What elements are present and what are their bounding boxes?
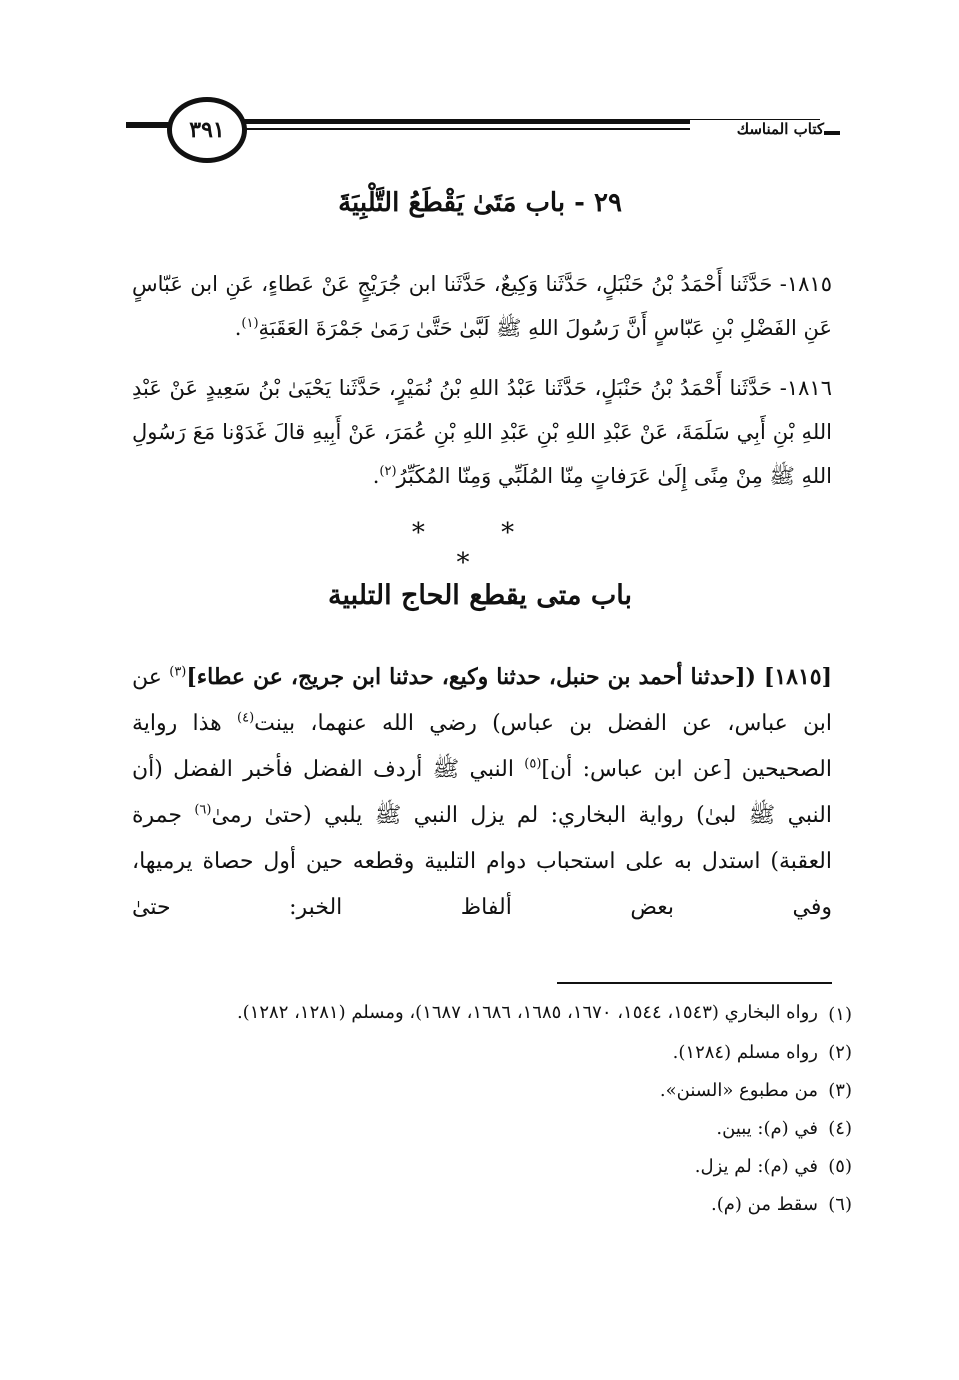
footnote-text: في (م): لم يزل. <box>694 1156 818 1177</box>
footnote-item <box>132 996 852 1034</box>
footnote-item <box>132 1186 852 1224</box>
footnote-text: رواه البخاري (١٥٤٣، ١٥٤٤، ١٦٧٠، ١٦٨٥، ١٦٨٦، ١٦٨٧)، ومسلم (١٢٨١، ١٢٨٢). <box>236 1002 818 1023</box>
footnote-number: (٦) <box>828 1194 852 1215</box>
footnote-ref: (٢) <box>379 464 397 479</box>
footnote-number: (١) <box>828 1004 852 1025</box>
footnote-item <box>132 1110 852 1148</box>
footnote-number: (٣) <box>828 1080 852 1101</box>
commentary-isnad: [١٨١٥] ([حدثنا أحمد بن حنبل، حدثنا وكيع، حدثنا ابن جريج، عن عطاء] <box>186 664 833 690</box>
footnote-item <box>132 1072 852 1110</box>
footnote-text: من مطبوع «السنن». <box>659 1080 818 1101</box>
footnote-ref: (١) <box>241 316 259 331</box>
footnote-divider <box>557 982 832 984</box>
commentary-title: باب متى يقطع الحاج التلبية <box>328 580 632 611</box>
running-head: كتاب المناسك <box>690 120 824 138</box>
footnote-text: رواه مسلم (١٢٨٤). <box>672 1042 818 1063</box>
commentary-text: هذا رواية الصحيحين [عن ابن عباس: أن] <box>132 711 832 782</box>
footnotes <box>132 996 852 1224</box>
page-number: ٣٩١ <box>167 97 247 163</box>
hadith-end: . <box>372 464 380 488</box>
footnote-ref: (٥) <box>524 756 542 772</box>
hadith-text: ١٨١٦- حَدَّثَنا أَحْمَدُ بْنُ حَنْبَلٍ، حَدَّثَنا عَبْدُ اللهِ بْنُ نُمَيْرٍ، حَدَّثَنا يَحْيَىٰ بْنُ سَعِيدٍ عَنْ عَبْدِ اللهِ بْنِ أَبِي سَلَمَةَ، عَنْ عَبْدِ اللهِ بْنِ عَبْدِ اللهِ بْنِ عُمَرَ، عَنْ أَبِيهِ قالَ غَدَوْنا مَعَ رَسُولِ اللهِ ﷺ مِنْ مِنًى إِلَىٰ عَرَفاتٍ مِنّا المُلَبِّي وَمِنّا المُكَبِّرُ <box>132 376 832 488</box>
hadith-1816 <box>132 366 832 498</box>
footnote-text: في (م): يبين. <box>716 1118 818 1139</box>
hadith-1815 <box>132 262 832 350</box>
hadith-text: ١٨١٥- حَدَّثَنا أَحْمَدُ بْنُ حَنْبَلٍ، حَدَّثَنا وَكِيعٌ، حَدَّثَنا ابن جُرَيْجٍ عَنْ عَطاءٍ، عَنِ ابن عَبّاسٍ عَنِ الفَضْلِ بْنِ عَبّاسٍ أَنَّ رَسُولَ اللهِ ﷺ لَبَّىٰ حَتَّىٰ رَمَىٰ جَمْرَةَ العَقَبَةِ <box>132 272 832 340</box>
footnote-item <box>132 1148 852 1186</box>
footnote-number: (٥) <box>828 1156 852 1177</box>
footnote-item <box>132 1034 852 1072</box>
chapter-title: ٢٩ - باب مَتَىٰ يَقْطَعُ التَّلْبِيَةَ <box>338 188 622 218</box>
commentary-body <box>132 654 832 931</box>
commentary-text: النبي ﷺ أردف الفضل فأخبر الفضل (أن النبي ﷺ لبىٰ) رواية البخاري: لم يزل النبي ﷺ يلبي (حتىٰ رمىٰ <box>132 757 833 828</box>
footnote-number: (٢) <box>828 1042 852 1063</box>
footnote-ref: (٤) <box>237 710 255 726</box>
commentary-text: جمرة العقبة) استدل به على استحباب دوام التلبية وقطعه حين أول حصاة يرميها، وفي بعض ألفاظ الخبر: حتىٰ <box>132 803 832 920</box>
footnote-text: سقط من (م). <box>711 1194 818 1215</box>
commentary-text: عن ابن عباس، عن الفضل بن عباس) رضي الله عنهما، بينت <box>132 665 832 736</box>
footnote-ref: (٣) <box>169 664 187 680</box>
header-rule-tail <box>824 131 840 135</box>
hadith-end: . <box>234 316 242 340</box>
section-separator: * * * <box>411 518 549 578</box>
footnote-ref: (٦) <box>194 802 212 818</box>
footnote-number: (٤) <box>828 1118 852 1139</box>
